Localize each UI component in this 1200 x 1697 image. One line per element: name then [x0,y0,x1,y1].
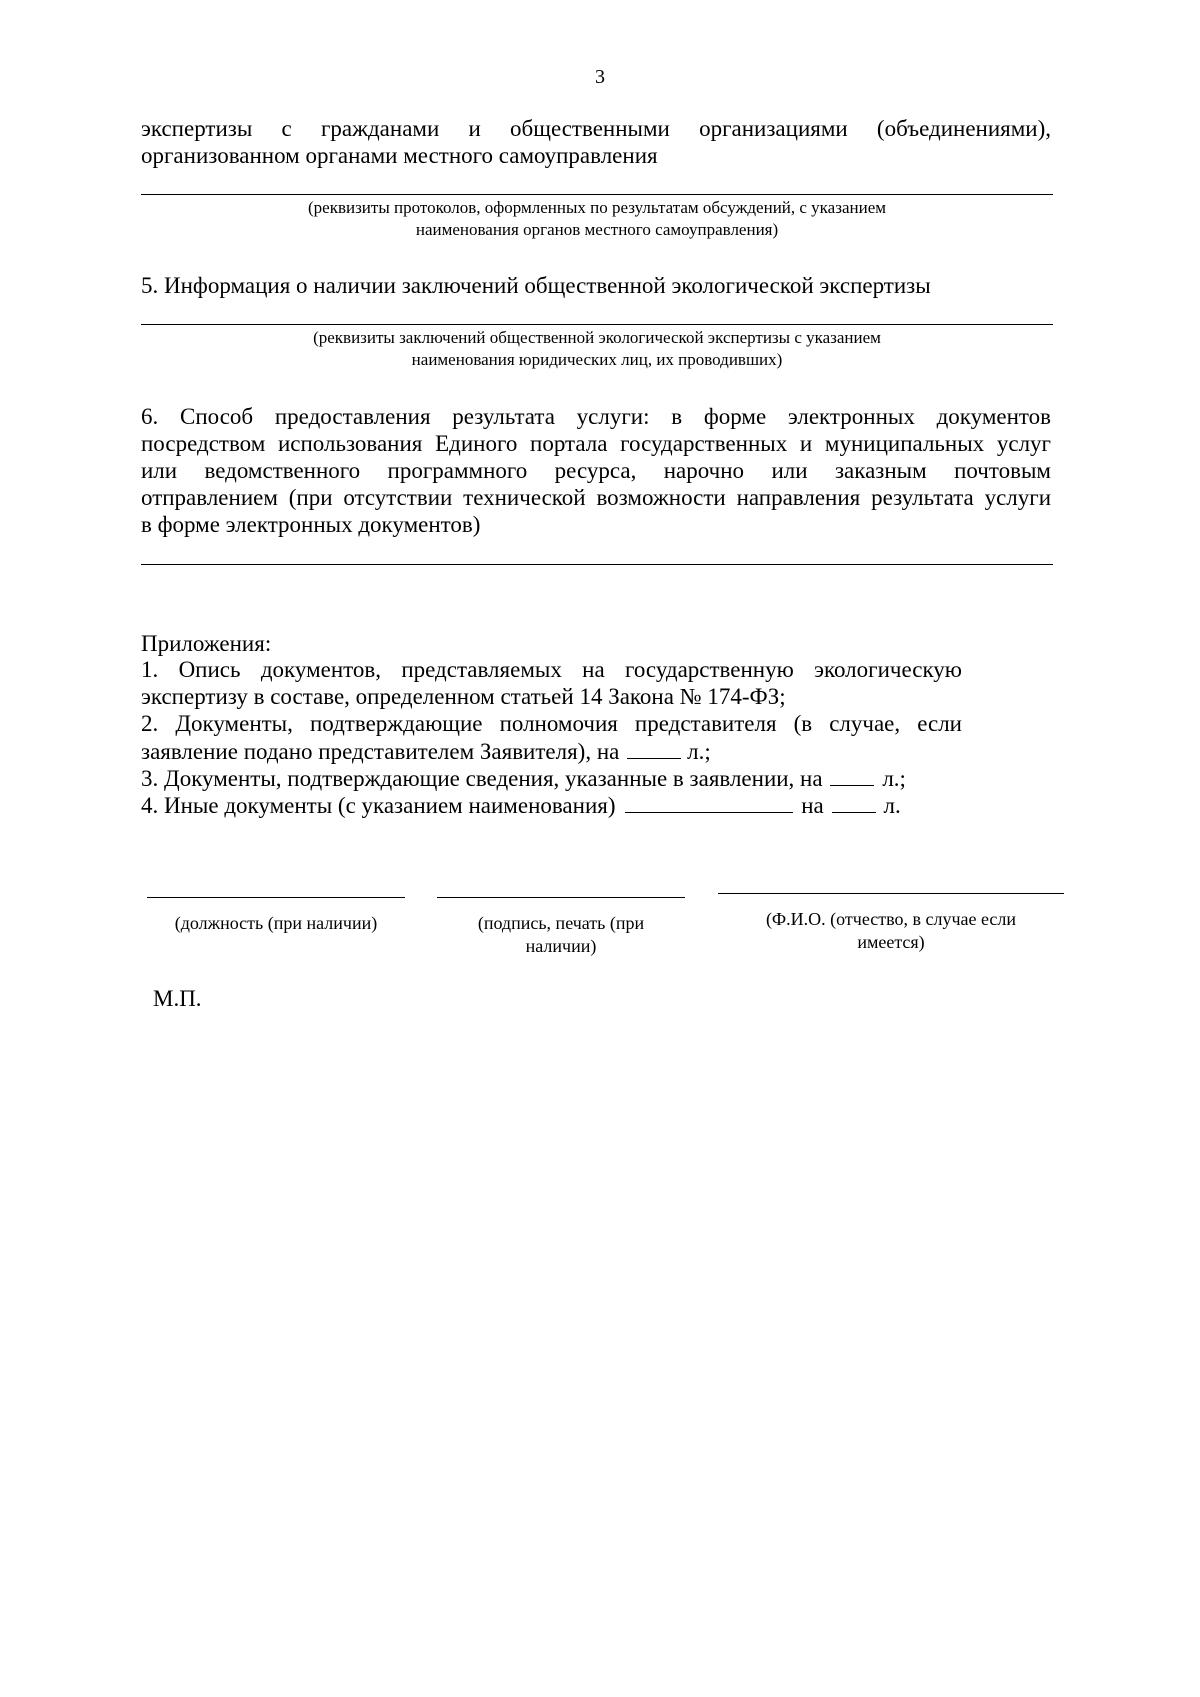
section6-line-4: отправлением (при отсутствии технической возможности направления результата услуги [141,485,1051,510]
attachment-item-2-line-1: 2. Документы, подтверждающие полномочия представителя (в случае, если [141,711,962,736]
attachment-item-3-suffix: л.; [882,766,906,791]
section5-text: 5. Информация о наличии заключений общественной экологической экспертизы [141,273,931,298]
page-number: 3 [595,66,605,88]
section6-fill-line [141,564,1053,565]
full-name-caption-line-1: (Ф.И.О. (отчество, в случае если [765,909,1017,929]
section6-line-2: посредством использования Единого портала государственных и муниципальных услуг [141,431,1051,456]
attachment-item-4-middle: на [801,793,824,818]
section5-caption-1: (реквизиты заключений общественной экологической экспертизы с указанием [313,328,881,347]
attachment-item-2-suffix: л.; [687,739,711,764]
attachment-item-1-line-2: экспертизу в составе, определенном статьей 14 Закона № 174-ФЗ; [141,684,786,709]
attachment-item-4-suffix: л. [883,793,901,818]
intro-line-1: экспертизы с гражданами и общественными организациями (объединениями), [141,116,1051,141]
section5-caption-2: наименования юридических лиц, их проводивших) [411,350,783,369]
attachments-heading: Приложения: [141,631,272,656]
attachment-item-2-prefix: заявление подано представителем Заявителя), на [141,739,620,764]
page-count-blank-item-4[interactable] [832,792,876,813]
full-name-caption-line-2: имеется) [857,932,925,952]
attachment-item-2-line-2 [141,738,1041,765]
section6-line-3: или ведомственного программного ресурса, нарочно или заказным почтовым [141,458,1051,483]
sign-caption-line-2: наличии) [525,936,597,956]
document-name-blank-item-4[interactable] [625,792,793,813]
position-signature-line[interactable] [147,897,405,898]
attachment-item-4-prefix: 4. Иные документы (с указанием наименования) [141,793,616,818]
section5-fill-line [141,324,1053,325]
attachment-item-1-line-1: 1. Опись документов, представляемых на государственную экологическую [141,657,962,682]
page-count-blank-item-2[interactable] [627,738,681,759]
attachment-item-3-prefix: 3. Документы, подтверждающие сведения, указанные в заявлении, на [141,766,823,791]
full-name-signature-line[interactable] [718,893,1064,894]
section6-line-5: в форме электронных документов) [141,512,481,537]
section6-line-1: 6. Способ предоставления результата услуги: в форме электронных документов [141,404,1051,429]
signature-line[interactable] [437,897,685,898]
intro-caption-2: наименования органов местного самоуправления) [415,220,779,239]
position-caption: (должность (при наличии) [174,913,378,933]
intro-fill-line [141,194,1053,195]
intro-line-2: организованном органами местного самоуправления [141,143,658,168]
intro-caption-1: (реквизиты протоколов, оформленных по результатам обсуждений, с указанием [308,198,886,217]
stamp-place-label: М.П. [153,986,202,1011]
attachment-item-4 [141,792,1041,819]
sign-caption-line-1: (подпись, печать (при [477,913,645,933]
page-count-blank-item-3[interactable] [830,765,874,786]
attachment-item-3 [141,765,1041,792]
